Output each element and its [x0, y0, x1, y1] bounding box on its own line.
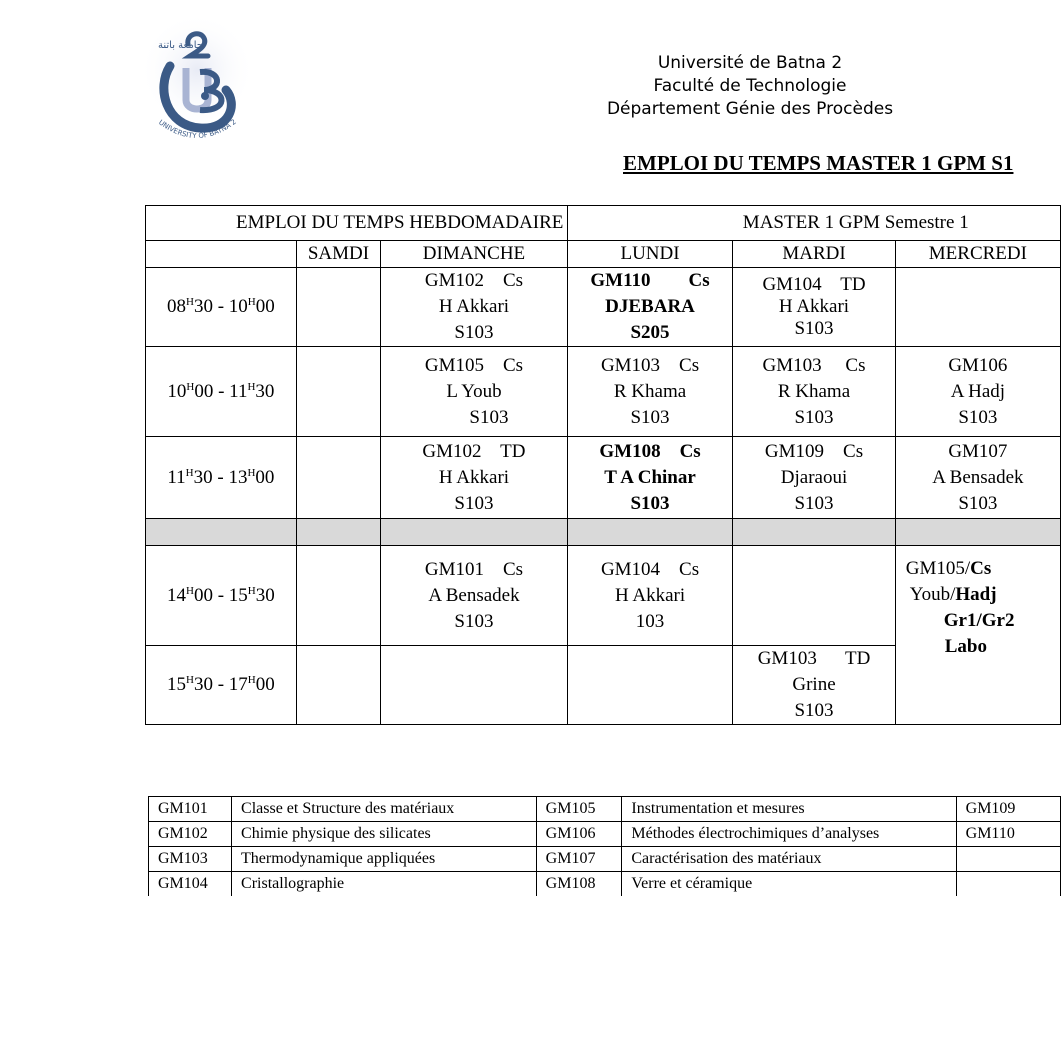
- pause-cell: [733, 519, 895, 546]
- legend-table-container: [148, 796, 1061, 896]
- logo-dot: [201, 92, 209, 100]
- schedule-cell: GM103 TD Grine S103: [733, 646, 895, 725]
- schedule-cell-empty: [895, 268, 1060, 347]
- schedule-cell: GM107 A Bensadek S103: [895, 437, 1060, 519]
- day-header: MARDI: [733, 241, 895, 268]
- time-slot: $15^H30 - 17^H00$: [146, 646, 297, 725]
- schedule-cell: GM103 Cs R Khama S103: [733, 347, 895, 437]
- schedule-table-container: [145, 205, 1061, 727]
- module-code: GM108: [536, 872, 622, 897]
- faculty-name: Faculté de Technologie: [653, 76, 847, 96]
- module-name: Cristallographie: [232, 872, 537, 897]
- module-code: GM101: [149, 797, 232, 822]
- day-header: MERCREDI: [895, 241, 1060, 268]
- legend-row: [149, 872, 1061, 897]
- day-header: LUNDI: [567, 241, 732, 268]
- day-header: DIMANCHE: [381, 241, 568, 268]
- module-name: Classe et Structure des matériaux: [232, 797, 537, 822]
- schedule-cell-empty: [296, 268, 380, 347]
- time-slot: $10^H00 - 11^H30$: [146, 347, 297, 437]
- time-slot: $11^H30 - 13^H00$: [146, 437, 297, 519]
- schedule-cell: GM104 Cs H Akkari 103: [567, 546, 732, 646]
- time-slot: $08^H30 - 10^H00$: [146, 268, 297, 347]
- module-code: GM106: [536, 822, 622, 847]
- schedule-cell: GM104 TD H Akkari S103: [733, 268, 895, 347]
- document-title: EMPLOI DU TEMPS MASTER 1 GPM S1: [623, 151, 1014, 175]
- schedule-cell: GM108 Cs T A Chinar S103: [567, 437, 732, 519]
- university-logo: [138, 8, 256, 154]
- schedule-cell: GM109 Cs Djaraoui S103: [733, 437, 895, 519]
- module-name: Caractérisation des matériaux: [622, 847, 956, 872]
- day-header: SAMDI: [296, 241, 380, 268]
- schedule-cell: GM110 Cs DJEBARA S205: [567, 268, 732, 347]
- module-code: GM110: [956, 822, 1060, 847]
- schedule-cell: GM101 Cs A Bensadek S103: [381, 546, 568, 646]
- schedule-cell-lab: GM105/Cs Youb/Hadj Gr1/Gr2 Labo: [895, 546, 1060, 725]
- legend-row: [149, 822, 1061, 847]
- university-name: Université de Batna 2: [657, 53, 843, 73]
- module-code: GM104: [149, 872, 232, 897]
- time-slot: $14^H00 - 15^H30$: [146, 546, 297, 646]
- module-name: Verre et céramique: [622, 872, 956, 897]
- schedule-title-left: EMPLOI DU TEMPS HEBDOMADAIRE: [146, 206, 568, 241]
- logo-arabic-text: جامعة باتنة: [158, 40, 203, 51]
- corner-cell: [146, 241, 297, 268]
- module-name: Méthodes électrochimiques d’analyses: [622, 822, 956, 847]
- module-code: [956, 872, 1060, 897]
- department-name: Département Génie des Procèdes: [606, 99, 894, 119]
- schedule-cell-empty: [567, 646, 732, 725]
- schedule-cell-empty: [296, 347, 380, 437]
- schedule-cell-empty: [296, 437, 380, 519]
- schedule-cell: GM102 Cs H Akkari S103: [381, 268, 568, 347]
- module-name: Instrumentation et mesures: [622, 797, 956, 822]
- schedule-cell: GM106 A Hadj S103: [895, 347, 1060, 437]
- pause-cell: [381, 519, 568, 546]
- schedule-cell-empty: [296, 646, 380, 725]
- legend-row: [149, 847, 1061, 872]
- schedule-cell-empty: [296, 546, 380, 646]
- institution-header: [600, 52, 900, 121]
- module-code: GM105: [536, 797, 622, 822]
- legend-row: [149, 797, 1061, 822]
- module-name: Chimie physique des silicates: [232, 822, 537, 847]
- schedule-title-right: MASTER 1 GPM Semestre 1: [567, 206, 1060, 241]
- module-legend-table: [148, 796, 1061, 896]
- module-code: GM103: [149, 847, 232, 872]
- pause-cell: [895, 519, 1060, 546]
- module-name: Thermodynamique appliquées: [232, 847, 537, 872]
- module-code: GM109: [956, 797, 1060, 822]
- pause-cell: [146, 519, 297, 546]
- pause-cell: [567, 519, 732, 546]
- schedule-cell-empty: [381, 646, 568, 725]
- schedule-cell: GM102 TD H Akkari S103: [381, 437, 568, 519]
- logo-university-text: UNIVERSITY OF BATNA 2: [157, 117, 238, 141]
- pause-cell: [296, 519, 380, 546]
- schedule-cell: GM105 Cs L Youb S103: [381, 347, 568, 437]
- module-code: GM102: [149, 822, 232, 847]
- schedule-cell: GM103 Cs R Khama S103: [567, 347, 732, 437]
- module-code: GM107: [536, 847, 622, 872]
- schedule-table: [145, 205, 1061, 725]
- schedule-cell-empty: [733, 546, 895, 646]
- module-code: [956, 847, 1060, 872]
